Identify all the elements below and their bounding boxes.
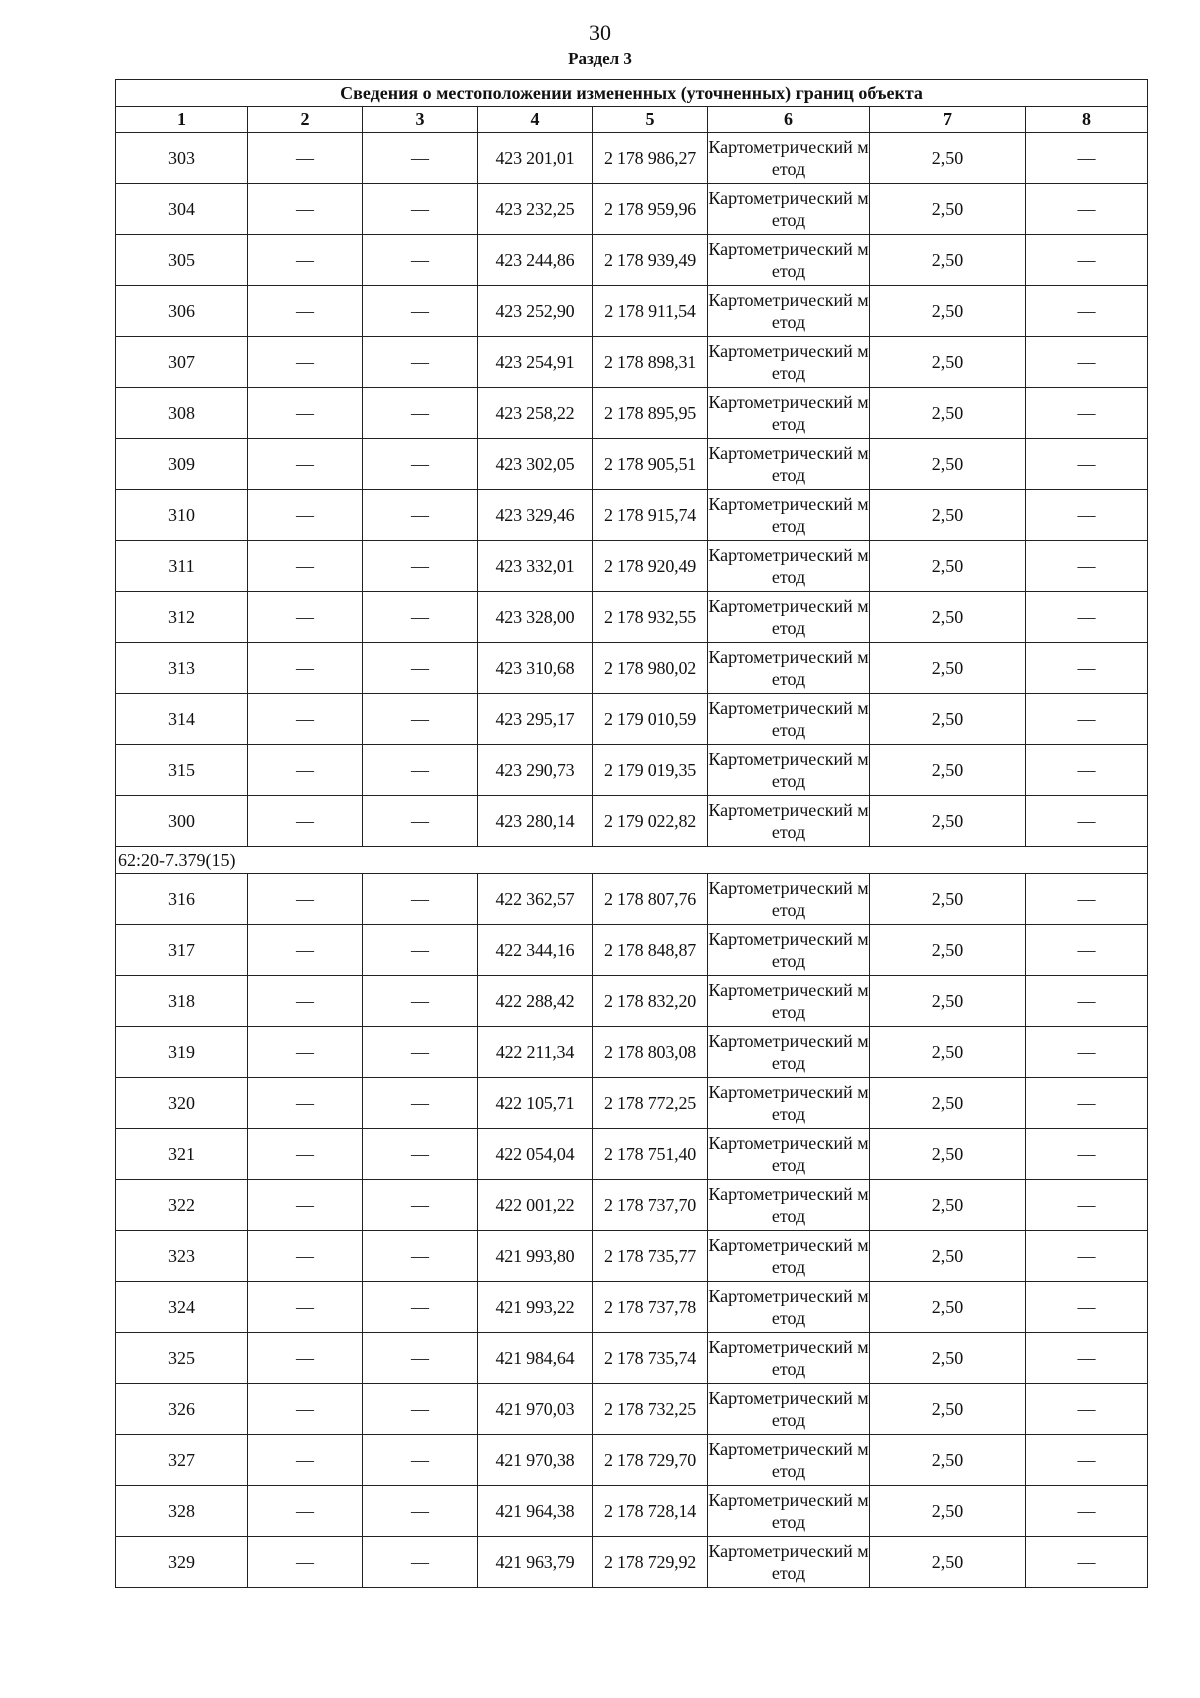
method: Картометрический метод — [708, 1537, 870, 1588]
accuracy: 2,50 — [870, 976, 1026, 1027]
coordinate-y: 2 179 022,82 — [593, 796, 708, 847]
accuracy: 2,50 — [870, 184, 1026, 235]
group-label: 62:20-7.379(15) — [116, 847, 1148, 874]
coordinate-x: 421 963,79 — [478, 1537, 593, 1588]
table-row — [116, 874, 1148, 925]
col-2-value: — — [248, 286, 363, 337]
accuracy: 2,50 — [870, 388, 1026, 439]
column-number: 4 — [478, 107, 593, 133]
method: Картометрический метод — [708, 643, 870, 694]
coordinate-x: 421 993,80 — [478, 1231, 593, 1282]
col-2-value: — — [248, 1231, 363, 1282]
coordinate-x: 422 288,42 — [478, 976, 593, 1027]
col-3-value: — — [363, 1231, 478, 1282]
coordinate-x: 422 054,04 — [478, 1129, 593, 1180]
col-8-value: — — [1026, 439, 1148, 490]
col-3-value: — — [363, 925, 478, 976]
accuracy: 2,50 — [870, 1027, 1026, 1078]
col-3-value: — — [363, 1435, 478, 1486]
point-number: 318 — [116, 976, 248, 1027]
point-number: 311 — [116, 541, 248, 592]
table-row — [116, 925, 1148, 976]
point-number: 324 — [116, 1282, 248, 1333]
coordinate-x: 423 252,90 — [478, 286, 593, 337]
column-number-row — [116, 107, 1148, 133]
coordinate-x: 423 201,01 — [478, 133, 593, 184]
col-3-value: — — [363, 337, 478, 388]
accuracy: 2,50 — [870, 694, 1026, 745]
column-number: 2 — [248, 107, 363, 133]
col-2-value: — — [248, 1027, 363, 1078]
method: Картометрический метод — [708, 694, 870, 745]
table-row — [116, 490, 1148, 541]
table-row — [116, 1180, 1148, 1231]
coordinate-x: 421 984,64 — [478, 1333, 593, 1384]
coordinate-y: 2 178 735,77 — [593, 1231, 708, 1282]
col-3-value: — — [363, 1333, 478, 1384]
coordinate-x: 422 001,22 — [478, 1180, 593, 1231]
col-3-value: — — [363, 643, 478, 694]
coordinate-x: 422 362,57 — [478, 874, 593, 925]
section-title: Раздел 3 — [568, 49, 632, 68]
table-row — [116, 286, 1148, 337]
col-3-value: — — [363, 976, 478, 1027]
coordinate-x: 423 244,86 — [478, 235, 593, 286]
col-8-value: — — [1026, 925, 1148, 976]
table-row — [116, 1486, 1148, 1537]
col-2-value: — — [248, 490, 363, 541]
point-number: 312 — [116, 592, 248, 643]
accuracy: 2,50 — [870, 1129, 1026, 1180]
point-number: 320 — [116, 1078, 248, 1129]
table-caption: Сведения о местоположении измененных (уточненных) границ объекта — [116, 80, 1148, 107]
col-8-value: — — [1026, 1078, 1148, 1129]
method: Картометрический метод — [708, 490, 870, 541]
method: Картометрический метод — [708, 796, 870, 847]
table-row — [116, 1231, 1148, 1282]
coordinate-y: 2 178 905,51 — [593, 439, 708, 490]
boundary-coordinates-table — [115, 79, 1148, 1588]
table-row — [116, 1027, 1148, 1078]
col-8-value: — — [1026, 694, 1148, 745]
point-number: 305 — [116, 235, 248, 286]
col-3-value: — — [363, 1180, 478, 1231]
col-8-value: — — [1026, 1486, 1148, 1537]
method: Картометрический метод — [708, 1180, 870, 1231]
col-2-value: — — [248, 1384, 363, 1435]
coordinate-y: 2 178 898,31 — [593, 337, 708, 388]
col-2-value: — — [248, 976, 363, 1027]
table-row — [116, 1384, 1148, 1435]
coordinate-y: 2 178 737,70 — [593, 1180, 708, 1231]
coordinate-y: 2 179 010,59 — [593, 694, 708, 745]
table-row — [116, 235, 1148, 286]
coordinate-y: 2 178 729,92 — [593, 1537, 708, 1588]
point-number: 315 — [116, 745, 248, 796]
col-2-value: — — [248, 133, 363, 184]
accuracy: 2,50 — [870, 235, 1026, 286]
table-row — [116, 388, 1148, 439]
coordinate-y: 2 178 848,87 — [593, 925, 708, 976]
col-3-value: — — [363, 286, 478, 337]
accuracy: 2,50 — [870, 1078, 1026, 1129]
accuracy: 2,50 — [870, 439, 1026, 490]
coordinate-y: 2 178 980,02 — [593, 643, 708, 694]
col-8-value: — — [1026, 1129, 1148, 1180]
col-3-value: — — [363, 388, 478, 439]
method: Картометрический метод — [708, 1078, 870, 1129]
method: Картометрический метод — [708, 439, 870, 490]
coordinate-x: 421 970,38 — [478, 1435, 593, 1486]
coordinate-y: 2 179 019,35 — [593, 745, 708, 796]
col-3-value: — — [363, 1486, 478, 1537]
col-3-value: — — [363, 235, 478, 286]
page-number: 30 — [589, 20, 611, 45]
column-number: 6 — [708, 107, 870, 133]
accuracy: 2,50 — [870, 925, 1026, 976]
coordinate-x: 422 105,71 — [478, 1078, 593, 1129]
table-row — [116, 976, 1148, 1027]
coordinate-y: 2 178 729,70 — [593, 1435, 708, 1486]
accuracy: 2,50 — [870, 874, 1026, 925]
accuracy: 2,50 — [870, 1384, 1026, 1435]
method: Картометрический метод — [708, 337, 870, 388]
col-3-value: — — [363, 745, 478, 796]
col-2-value: — — [248, 388, 363, 439]
table-row — [116, 1078, 1148, 1129]
col-8-value: — — [1026, 133, 1148, 184]
col-3-value: — — [363, 694, 478, 745]
table-row — [116, 439, 1148, 490]
accuracy: 2,50 — [870, 541, 1026, 592]
accuracy: 2,50 — [870, 337, 1026, 388]
table-caption-row — [116, 80, 1148, 107]
method: Картометрический метод — [708, 1333, 870, 1384]
coordinate-x: 423 310,68 — [478, 643, 593, 694]
table-row — [116, 133, 1148, 184]
method: Картометрический метод — [708, 388, 870, 439]
coordinate-x: 423 329,46 — [478, 490, 593, 541]
column-number: 3 — [363, 107, 478, 133]
point-number: 316 — [116, 874, 248, 925]
col-2-value: — — [248, 337, 363, 388]
coordinate-y: 2 178 920,49 — [593, 541, 708, 592]
method: Картометрический метод — [708, 1384, 870, 1435]
table-row — [116, 1282, 1148, 1333]
coordinate-y: 2 178 959,96 — [593, 184, 708, 235]
col-2-value: — — [248, 184, 363, 235]
group-header-row — [116, 847, 1148, 874]
column-number: 1 — [116, 107, 248, 133]
column-number: 7 — [870, 107, 1026, 133]
table-body — [116, 133, 1148, 1588]
col-3-value: — — [363, 541, 478, 592]
method: Картометрический метод — [708, 1129, 870, 1180]
col-3-value: — — [363, 439, 478, 490]
coordinate-x: 422 344,16 — [478, 925, 593, 976]
col-8-value: — — [1026, 1435, 1148, 1486]
accuracy: 2,50 — [870, 490, 1026, 541]
accuracy: 2,50 — [870, 643, 1026, 694]
method: Картометрический метод — [708, 286, 870, 337]
method: Картометрический метод — [708, 1486, 870, 1537]
col-2-value: — — [248, 643, 363, 694]
table-row — [116, 337, 1148, 388]
table-row — [116, 1537, 1148, 1588]
point-number: 317 — [116, 925, 248, 976]
method: Картометрический метод — [708, 1231, 870, 1282]
coordinate-x: 421 964,38 — [478, 1486, 593, 1537]
col-8-value: — — [1026, 235, 1148, 286]
accuracy: 2,50 — [870, 286, 1026, 337]
col-3-value: — — [363, 1078, 478, 1129]
col-2-value: — — [248, 1078, 363, 1129]
method: Картометрический метод — [708, 1435, 870, 1486]
coordinate-y: 2 178 735,74 — [593, 1333, 708, 1384]
col-8-value: — — [1026, 1333, 1148, 1384]
accuracy: 2,50 — [870, 1180, 1026, 1231]
coordinate-x: 423 232,25 — [478, 184, 593, 235]
method: Картометрический метод — [708, 133, 870, 184]
method: Картометрический метод — [708, 541, 870, 592]
col-3-value: — — [363, 1384, 478, 1435]
point-number: 329 — [116, 1537, 248, 1588]
point-number: 313 — [116, 643, 248, 694]
point-number: 323 — [116, 1231, 248, 1282]
point-number: 326 — [116, 1384, 248, 1435]
accuracy: 2,50 — [870, 1537, 1026, 1588]
col-2-value: — — [248, 1333, 363, 1384]
coordinate-y: 2 178 895,95 — [593, 388, 708, 439]
point-number: 306 — [116, 286, 248, 337]
col-3-value: — — [363, 1282, 478, 1333]
table-row — [116, 541, 1148, 592]
accuracy: 2,50 — [870, 1486, 1026, 1537]
coordinate-x: 423 280,14 — [478, 796, 593, 847]
method: Картометрический метод — [708, 1282, 870, 1333]
point-number: 308 — [116, 388, 248, 439]
col-8-value: — — [1026, 976, 1148, 1027]
point-number: 303 — [116, 133, 248, 184]
column-number: 5 — [593, 107, 708, 133]
accuracy: 2,50 — [870, 745, 1026, 796]
point-number: 319 — [116, 1027, 248, 1078]
coordinate-y: 2 178 915,74 — [593, 490, 708, 541]
col-3-value: — — [363, 874, 478, 925]
table-row — [116, 1333, 1148, 1384]
col-8-value: — — [1026, 490, 1148, 541]
coordinate-y: 2 178 807,76 — [593, 874, 708, 925]
col-8-value: — — [1026, 745, 1148, 796]
col-3-value: — — [363, 490, 478, 541]
coordinate-x: 423 290,73 — [478, 745, 593, 796]
col-2-value: — — [248, 925, 363, 976]
col-8-value: — — [1026, 643, 1148, 694]
col-8-value: — — [1026, 1384, 1148, 1435]
coordinate-x: 423 258,22 — [478, 388, 593, 439]
point-number: 327 — [116, 1435, 248, 1486]
point-number: 328 — [116, 1486, 248, 1537]
col-2-value: — — [248, 1129, 363, 1180]
coordinate-y: 2 178 803,08 — [593, 1027, 708, 1078]
col-2-value: — — [248, 745, 363, 796]
col-2-value: — — [248, 541, 363, 592]
col-3-value: — — [363, 1537, 478, 1588]
table-row — [116, 643, 1148, 694]
point-number: 300 — [116, 796, 248, 847]
table-row — [116, 1129, 1148, 1180]
point-number: 310 — [116, 490, 248, 541]
col-8-value: — — [1026, 541, 1148, 592]
table-row — [116, 694, 1148, 745]
col-2-value: — — [248, 874, 363, 925]
point-number: 304 — [116, 184, 248, 235]
col-2-value: — — [248, 1282, 363, 1333]
table-row — [116, 1435, 1148, 1486]
col-8-value: — — [1026, 1282, 1148, 1333]
coordinate-x: 423 328,00 — [478, 592, 593, 643]
accuracy: 2,50 — [870, 133, 1026, 184]
coordinate-y: 2 178 932,55 — [593, 592, 708, 643]
coordinate-y: 2 178 986,27 — [593, 133, 708, 184]
coordinate-y: 2 178 772,25 — [593, 1078, 708, 1129]
coordinate-y: 2 178 732,25 — [593, 1384, 708, 1435]
coordinate-x: 422 211,34 — [478, 1027, 593, 1078]
point-number: 314 — [116, 694, 248, 745]
coordinate-x: 423 332,01 — [478, 541, 593, 592]
method: Картометрический метод — [708, 235, 870, 286]
point-number: 325 — [116, 1333, 248, 1384]
col-2-value: — — [248, 439, 363, 490]
coordinate-x: 421 970,03 — [478, 1384, 593, 1435]
point-number: 307 — [116, 337, 248, 388]
col-2-value: — — [248, 796, 363, 847]
point-number: 321 — [116, 1129, 248, 1180]
col-8-value: — — [1026, 337, 1148, 388]
col-8-value: — — [1026, 796, 1148, 847]
column-number: 8 — [1026, 107, 1148, 133]
method: Картометрический метод — [708, 745, 870, 796]
col-2-value: — — [248, 1180, 363, 1231]
col-2-value: — — [248, 592, 363, 643]
accuracy: 2,50 — [870, 1435, 1026, 1486]
accuracy: 2,50 — [870, 796, 1026, 847]
coordinate-x: 423 302,05 — [478, 439, 593, 490]
table-row — [116, 184, 1148, 235]
col-3-value: — — [363, 184, 478, 235]
col-2-value: — — [248, 1486, 363, 1537]
coordinate-x: 421 993,22 — [478, 1282, 593, 1333]
col-8-value: — — [1026, 592, 1148, 643]
method: Картометрический метод — [708, 976, 870, 1027]
col-3-value: — — [363, 796, 478, 847]
point-number: 322 — [116, 1180, 248, 1231]
coordinate-x: 423 295,17 — [478, 694, 593, 745]
col-3-value: — — [363, 592, 478, 643]
col-8-value: — — [1026, 1180, 1148, 1231]
coordinate-y: 2 178 751,40 — [593, 1129, 708, 1180]
col-8-value: — — [1026, 1231, 1148, 1282]
coordinate-y: 2 178 911,54 — [593, 286, 708, 337]
col-2-value: — — [248, 235, 363, 286]
col-8-value: — — [1026, 874, 1148, 925]
col-2-value: — — [248, 1435, 363, 1486]
col-2-value: — — [248, 694, 363, 745]
method: Картометрический метод — [708, 184, 870, 235]
method: Картометрический метод — [708, 592, 870, 643]
col-8-value: — — [1026, 1537, 1148, 1588]
col-3-value: — — [363, 133, 478, 184]
method: Картометрический метод — [708, 874, 870, 925]
table-row — [116, 745, 1148, 796]
col-2-value: — — [248, 1537, 363, 1588]
accuracy: 2,50 — [870, 1282, 1026, 1333]
method: Картометрический метод — [708, 925, 870, 976]
col-8-value: — — [1026, 388, 1148, 439]
table-row — [116, 796, 1148, 847]
point-number: 309 — [116, 439, 248, 490]
accuracy: 2,50 — [870, 1333, 1026, 1384]
coordinate-y: 2 178 728,14 — [593, 1486, 708, 1537]
coordinate-y: 2 178 832,20 — [593, 976, 708, 1027]
method: Картометрический метод — [708, 1027, 870, 1078]
col-3-value: — — [363, 1129, 478, 1180]
coordinate-y: 2 178 939,49 — [593, 235, 708, 286]
col-3-value: — — [363, 1027, 478, 1078]
col-8-value: — — [1026, 184, 1148, 235]
col-8-value: — — [1026, 1027, 1148, 1078]
col-8-value: — — [1026, 286, 1148, 337]
accuracy: 2,50 — [870, 1231, 1026, 1282]
table-row — [116, 592, 1148, 643]
accuracy: 2,50 — [870, 592, 1026, 643]
coordinate-y: 2 178 737,78 — [593, 1282, 708, 1333]
coordinate-x: 423 254,91 — [478, 337, 593, 388]
